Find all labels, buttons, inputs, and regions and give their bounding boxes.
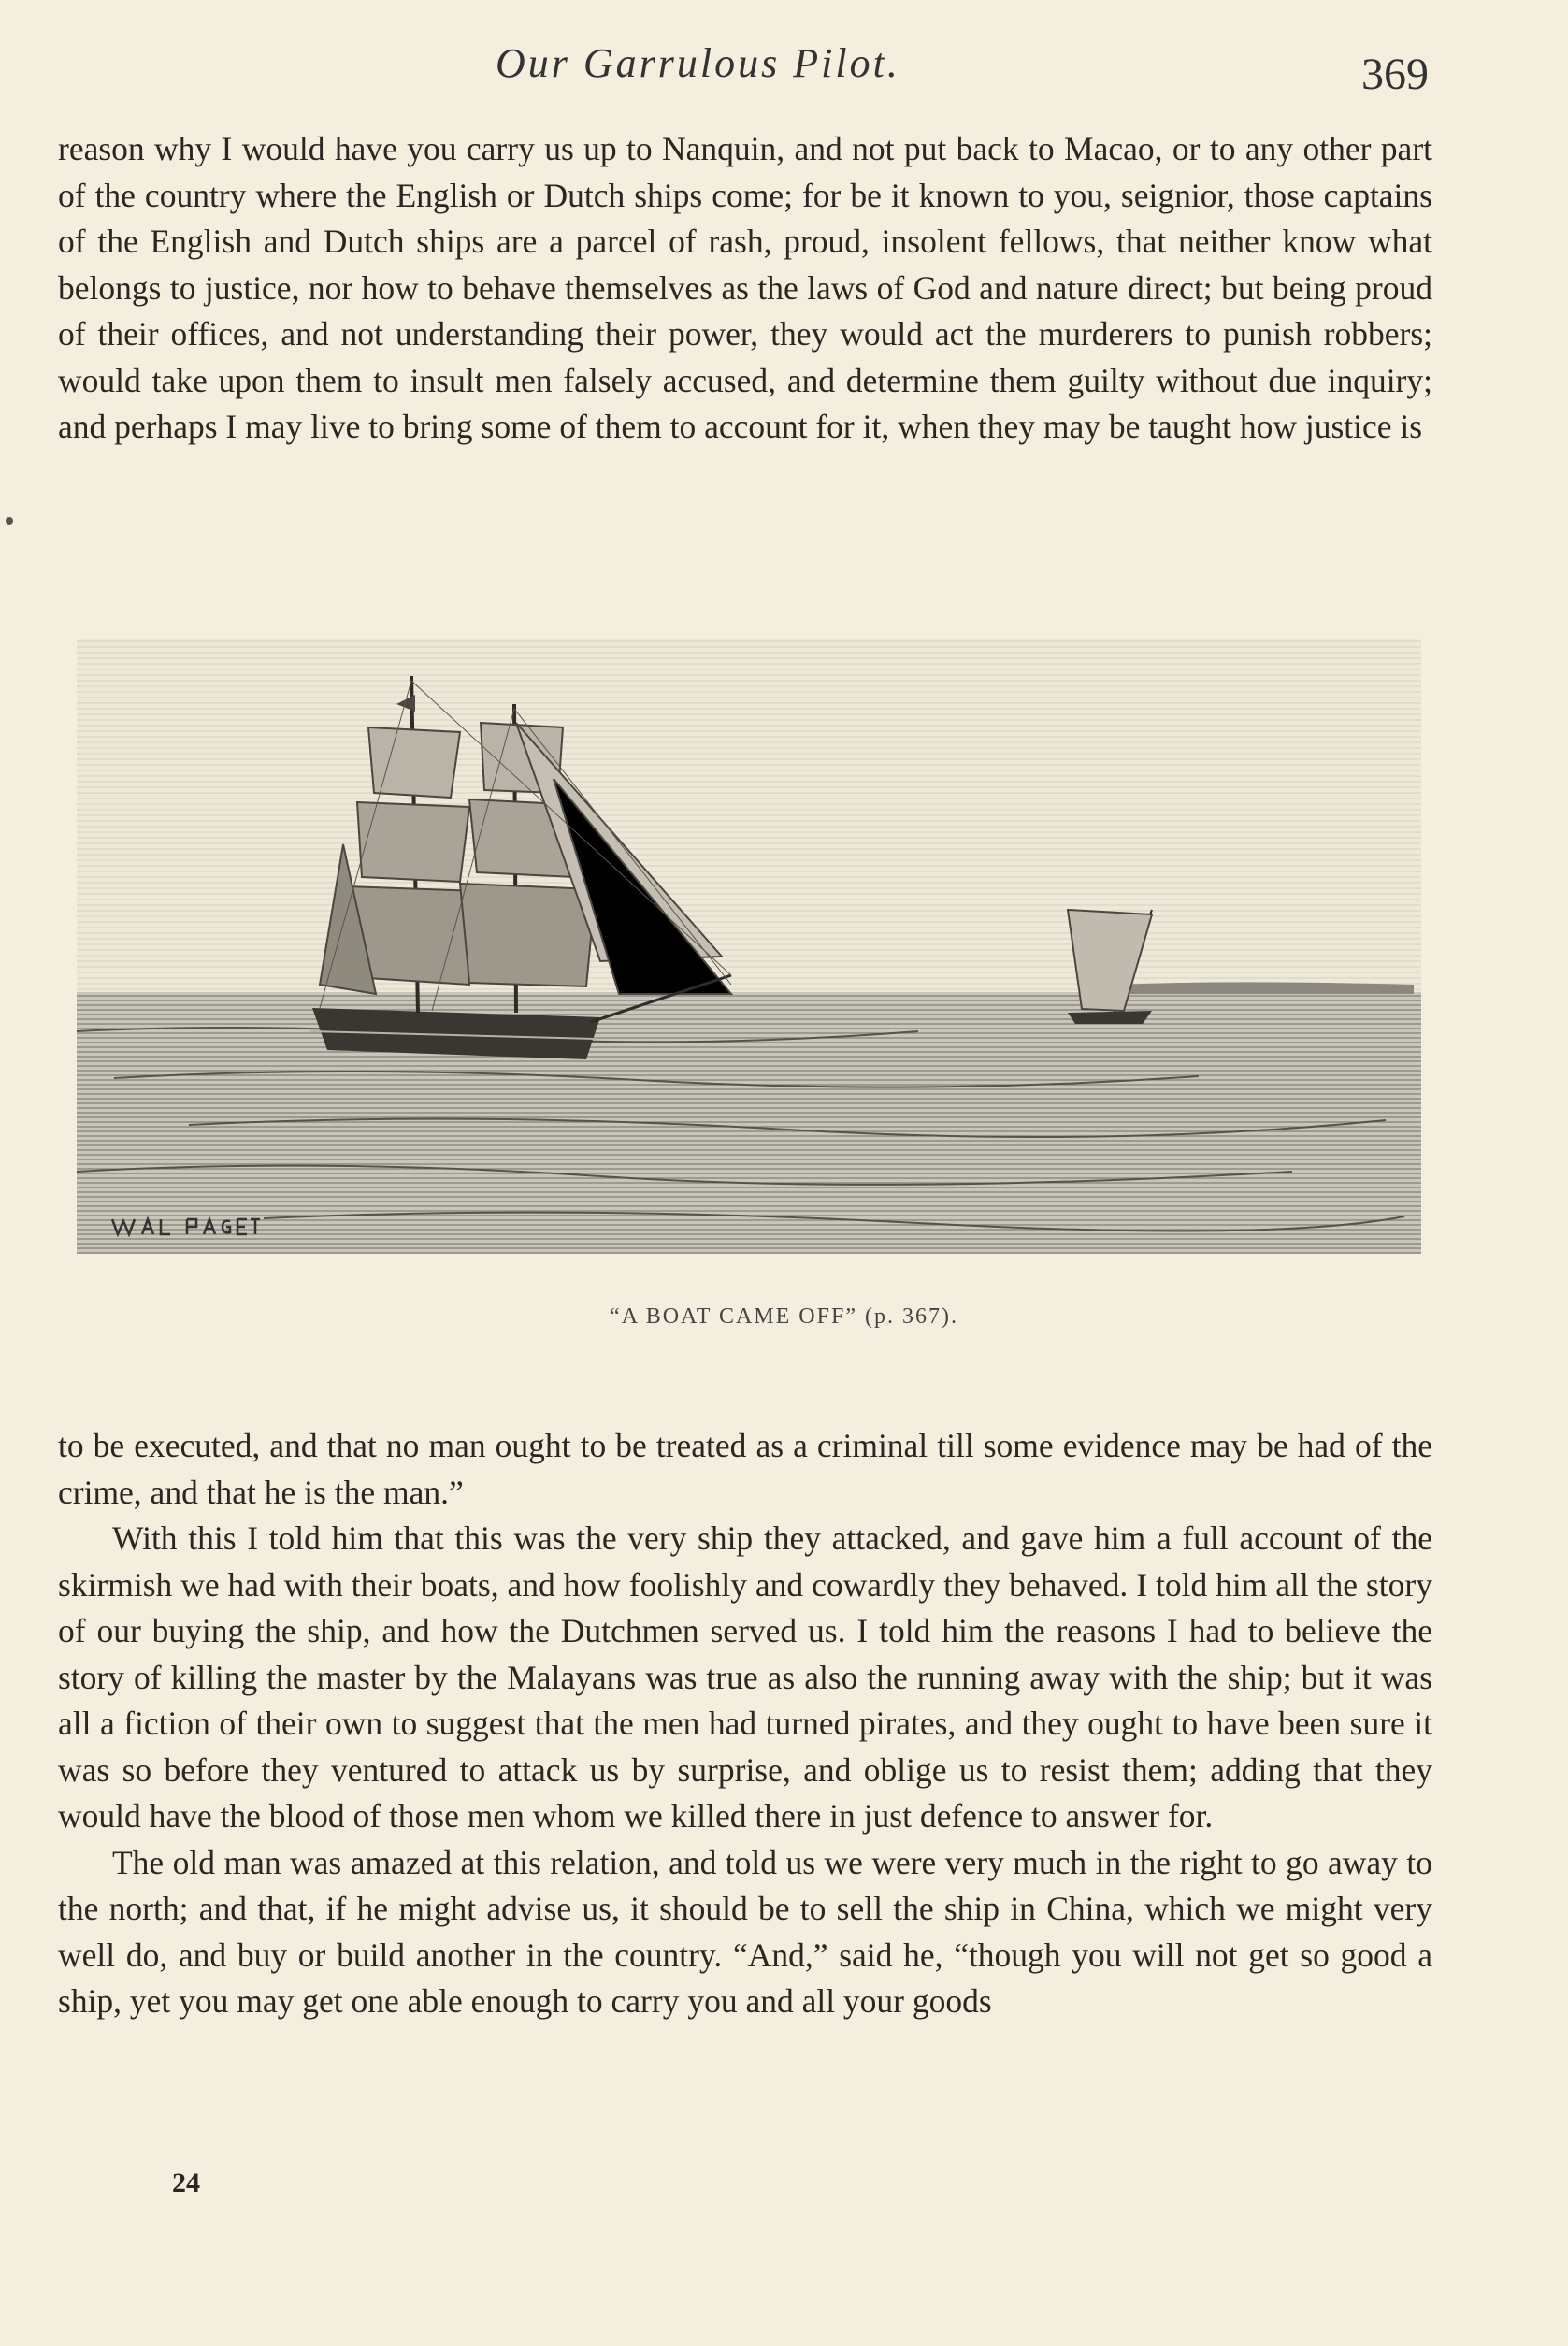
top-text-block [58, 126, 1432, 451]
paragraph: The old man was amazed at this relation, and told us we were very much in the right to go away to the north; and that, if he might advise us, it should be to sell the ship in China, which we might very well do, and buy or build another in the country. “And,” said he, “though you will not get so good a ship, yet you may get one able enough to carry you and all your goods [58, 1843, 1432, 2020]
sea [77, 992, 1421, 1254]
paragraph: to be executed, and that no man ought to be treated as a criminal till some evidence may be had of the crime, and that he is the man.” [58, 1427, 1432, 1511]
engraver-signature-text [265, 1240, 270, 1241]
engraver-signature [110, 1212, 269, 1245]
paragraph: reason why I would have you carry us up to Nanquin, and not put back to Macao, or to any other part of the country where the English or Dutch ships come; for be it known to you, seignior, those captains of the English and Dutch ships are a parcel of rash, proud, insolent fellows, that neither know what belongs to justice, nor how to behave themselves as the laws of God and nature direct; but being proud of their offices, and not understanding their power, they would act the murderers to punish robbers; would take upon them to insult men falsely accused, and determine them guilty without due inquiry; and perhaps I may live to bring some of them to account for it, when they may be taught how justice is [58, 130, 1432, 445]
paragraph: With this I told him that this was the very ship they attacked, and gave him a full account of the skirmish we had with their boats, and how foolishly and cowardly they behaved. I told him all the story of our buying the ship, and how the Dutchmen served us. I told him the reasons I had to believe the story of killing the master by the Malayans was true as also the running away with the ship; but it was all a fiction of their own to suggest that the men had turned pirates, and they ought to have been sure it was so before they ventured to attack us by surprise, and oblige us to resist them; adding that they would have the blood of those men whom we killed there in just defence to answer for. [58, 1519, 1432, 1835]
engraver-signature-glyph [110, 1212, 260, 1240]
ship-engraving-illustration [77, 639, 1421, 1286]
illustration-caption: “A BOAT CAME OFF” (p. 367). [610, 1304, 958, 1329]
signature-mark: 24 [172, 2167, 200, 2198]
bottom-text-block [58, 1423, 1432, 2025]
page-number: 369 [1361, 50, 1429, 99]
margin-mark [6, 517, 13, 525]
sky [77, 639, 1421, 994]
running-head-title: Our Garrulous Pilot. [496, 40, 900, 86]
